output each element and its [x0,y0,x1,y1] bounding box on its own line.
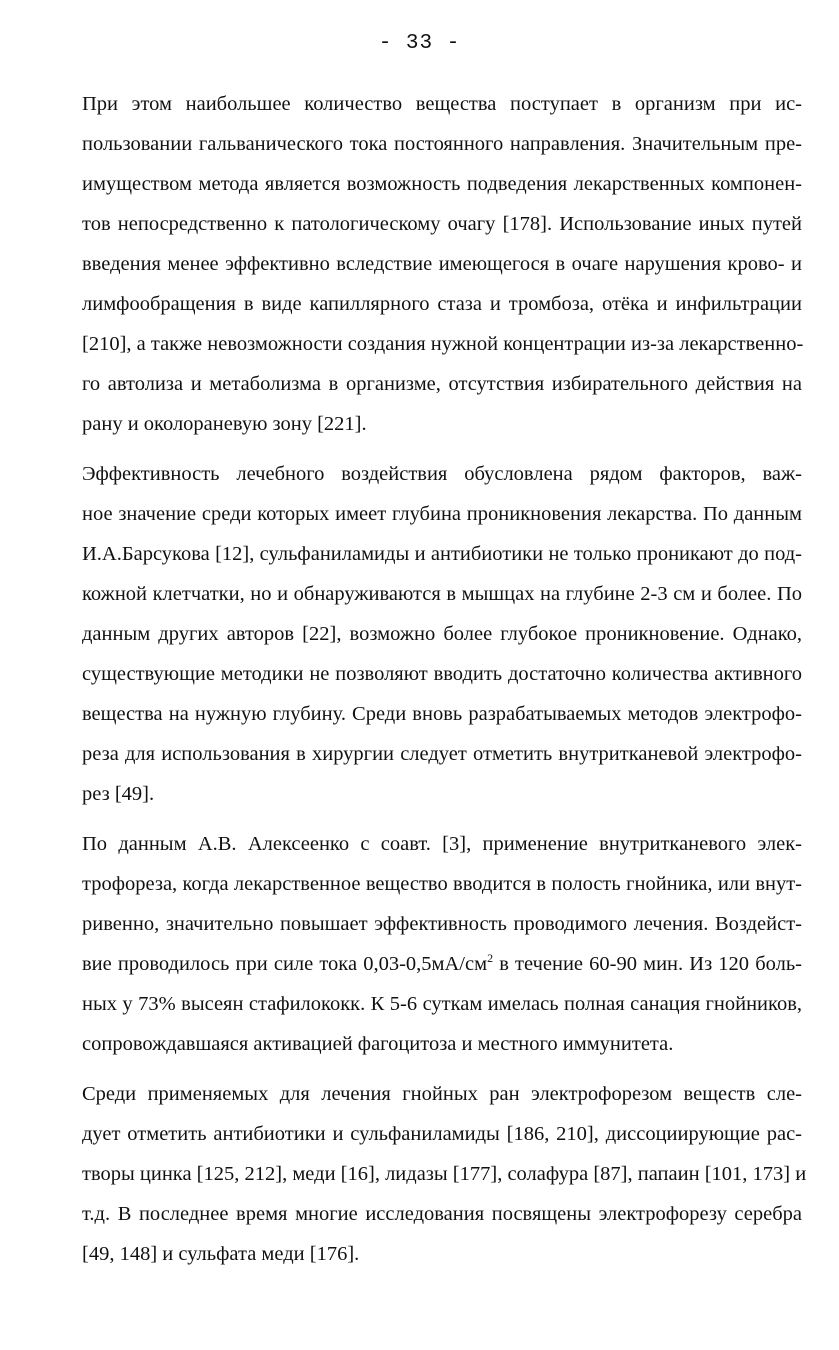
paragraph-3 [38,824,802,1064]
body-text [38,84,807,1284]
text-line: По данным А.В. Алексеенко с соавт. [3], применение внутритканевого элек- [82,833,802,855]
text-line: ривенно, значительно повышает эффективность проводимого лечения. Воздейст- [82,913,802,935]
text-line: вещества на нужную глубину. Среди вновь разрабатываемых методов электрофо- [82,703,802,725]
text-line: сопровождавшаяся активацией фагоцитоза и местного иммунитета. [82,1033,674,1055]
text-line: существующие методики не позволяют вводить достаточно количества активного [82,663,802,685]
text-line: ных у 73% высеян стафилококк. К 5-6 суткам имелась полная санация гнойников, [82,993,802,1015]
text-line: Среди применяемых для лечения гнойных ран электрофорезом веществ сле- [82,1083,802,1105]
text-line: кожной клетчатки, но и обнаруживаются в мышцах на глубине 2-3 см и более. По [82,583,802,605]
paragraph-1 [38,84,802,444]
superscript: 2 [487,951,494,965]
text-line-with-superscript [38,944,802,984]
text-line: И.А.Барсукова [12], сульфаниламиды и антибиотики не только проникают до под- [82,543,802,565]
paragraph-4 [38,1074,807,1274]
text-line: творы цинка [125, 212], меди [16], лидазы [177], солафура [87], папаин [101, 173] и [82,1163,807,1185]
text-line: Эффективность лечебного воздействия обусловлена рядом факторов, важ- [82,463,802,485]
text-line: ное значение среди которых имеет глубина проникновения лекарства. По данным [82,503,802,525]
text-line: трофореза, когда лекарственное вещество вводится в полость гнойника, или внут- [82,873,802,895]
text-line: реза для использования в хирургии следует отметить внутритканевой электрофо- [82,743,802,765]
text-line: лимфообращения в виде капиллярного стаза и тромбоза, отёка и инфильтрации [82,293,802,315]
text-line: введения менее эффективно вследствие имеющегося в очаге нарушения крово- и [82,253,802,275]
text-line: дует отметить антибиотики и сульфаниламиды [186, 210], диссоциирующие рас- [82,1123,802,1145]
text-line: имуществом метода является возможность подведения лекарственных компонен- [82,173,802,195]
text-line: пользовании гальванического тока постоянного направления. Значительным пре- [82,133,802,155]
text-line: рез [49]. [82,783,155,805]
text-line: [210], а также невозможности создания нужной концентрации из-за лекарственно- [82,333,804,355]
text-line: При этом наибольшее количество вещества поступает в организм при ис- [82,93,802,115]
text-line: данным других авторов [22], возможно более глубокое проникновение. Однако, [82,623,802,645]
line-text-after-sup: в течение 60-90 мин. Из 120 боль- [493,953,803,975]
text-line: рану и околораневую зону [221]. [82,413,367,435]
text-line: го автолиза и метаболизма в организме, отсутствия избирательного действия на [82,373,802,395]
line-text-before-sup: вие проводилось при силе тока 0,03-0,5мА/см [82,953,488,975]
text-line: [49, 148] и сульфата меди [176]. [82,1243,360,1265]
text-line: тов непосредственно к патологическому очагу [178]. Использование иных путей [82,213,802,235]
paragraph-2 [38,454,802,814]
page-number: - 33 - [378,32,461,55]
text-line: т.д. В последнее время многие исследования посвящены электрофорезу серебра [82,1203,802,1225]
